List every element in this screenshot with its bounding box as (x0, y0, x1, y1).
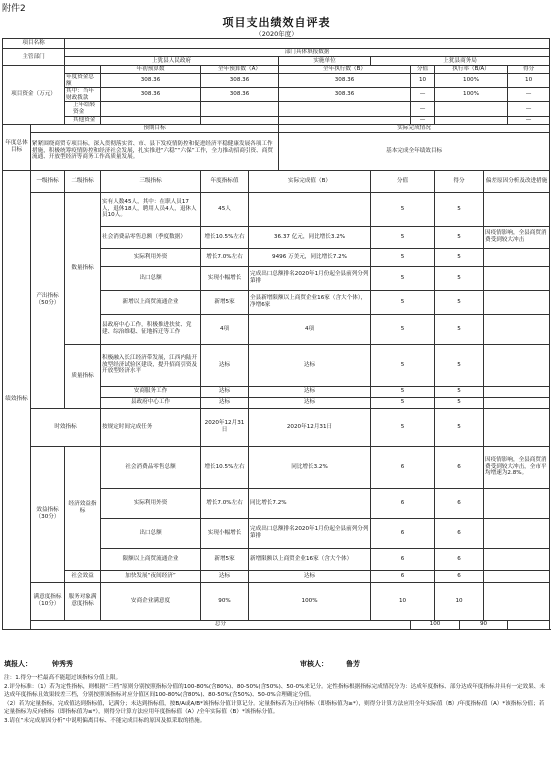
ind-header-level2: 二级指标 (65, 170, 101, 192)
fund-row-v1: 308.36 (101, 88, 201, 102)
indicator-got: 5 (435, 266, 484, 290)
indicator-got: 5 (435, 386, 484, 397)
indicator-score: 10 (371, 582, 435, 620)
form-title: 项目支出绩效自评表 (222, 16, 331, 29)
fund-row-v3 (279, 102, 411, 116)
fund-row-v2 (201, 102, 279, 116)
ind-header-target: 年度指标值 (201, 170, 249, 192)
indicator-name: 新增以上商贸流通企业 (101, 290, 201, 314)
indicator-score: 5 (371, 248, 435, 266)
timeliness-indicator-label: 时效指标 (31, 408, 101, 446)
footnotes (4, 675, 549, 727)
indicator-target: 增长10.5%左右 (201, 226, 249, 248)
fund-row-v1: 308.36 (101, 74, 201, 88)
ind-header-level3: 三级指标 (101, 170, 201, 192)
indicator-got: 5 (435, 192, 484, 226)
funds-header-1: 年初预算数 (101, 66, 201, 74)
indicator-actual: 完成出口总额排名2020年1月份起全县前列分列第排 (249, 266, 371, 290)
dept-value: 上犹县人民政府 (65, 57, 279, 66)
indicator-score: 5 (371, 397, 435, 408)
indicator-name: 加快发展“夜间经济” (101, 570, 201, 582)
indicator-target: 达标 (201, 397, 249, 408)
indicator-note: 因疫情影响，全县商贸消费受到较大冲击，全市平均增速为2.8%。 (484, 446, 550, 488)
indicator-target: 达标 (201, 344, 249, 386)
filler-signature: 填报人： 钟秀秀 (4, 660, 73, 668)
ind-header-level1: 一级指标 (31, 170, 65, 192)
impl-label: 实施单位 (279, 57, 371, 66)
indicator-got: 10 (435, 582, 484, 620)
indicator-note (484, 192, 550, 226)
indicator-actual: 达标 (249, 386, 371, 397)
indicator-target: 实现小幅增长 (201, 266, 249, 290)
total-score: 100 (411, 620, 460, 629)
evaluation-table (2, 38, 550, 630)
total-note (508, 620, 550, 629)
indicator-actual: 达标 (249, 397, 371, 408)
indicator-name: 积极融入长江经济带发展，江西内陆开放型经济试验区建设，提升招商引资及开放型经济水平 (101, 344, 201, 386)
indicator-got: 6 (435, 518, 484, 548)
indicator-note (484, 518, 550, 548)
fund-row-got: — (508, 116, 550, 124)
indicator-note (484, 314, 550, 344)
indicator-actual: 36.37 亿元，同比增长3.2% (249, 226, 371, 248)
indicator-name: 实际利用外资 (101, 248, 201, 266)
indicator-note: 因疫情影响，全县商贸消费受到较大冲击 (484, 226, 550, 248)
ind-header-actual: 实际完成值（B） (249, 170, 371, 192)
quality-indicator-label: 质量指标 (65, 344, 101, 408)
note-1: 注：1.得分一栏最高不能超过该指标分值上限。 (4, 675, 122, 681)
indicator-actual: 全县新增限额以上商贸企业16家（含大个体），净增6家 (249, 290, 371, 314)
indicator-target: 4项 (201, 314, 249, 344)
indicator-note (484, 488, 550, 518)
ind-header-got: 得分 (435, 170, 484, 192)
indicator-target: 新增5家 (201, 290, 249, 314)
indicator-score: 6 (371, 446, 435, 488)
indicator-note (484, 408, 550, 446)
indicator-name: 县政府中心工作 (101, 397, 201, 408)
goals-label: 年度总体目标 (3, 124, 31, 170)
indicator-note (484, 397, 550, 408)
indicator-name: 安商企业满意度 (101, 582, 201, 620)
funds-header-5: 执行率（B/A） (435, 66, 508, 74)
expected-goal-text: 紧紧围绕商贸专项目标，深入贯彻落实省、市、县下发疫情防控和促进经济平稳健康发展各项工作措施，积极统筹疫情防控和经济社会发展，扎实推进“六稳”“六保”工作，全力推动招商引资、商贸流通、开放型经济等商务工作高质量发展。 (31, 132, 279, 170)
indicator-got: 5 (435, 344, 484, 386)
indicator-got: 5 (435, 408, 484, 446)
indicator-score: 5 (371, 408, 435, 446)
note-2: 2.评分标准：（1）若为定性指标，则根据“三档”原则分别按照指标分值的100-80%(含80%)、80-50%(含50%)、50-0%来记分。定性指标根据指标完成情况分为：达成年度指标、部分达成年度指标并具有一定效果、未达成年度指标且效果较差三档，分别按照该指标对应分值区间100-80%(含80%)、80-50%(含50%)、50-0%合理确定分值。 (4, 684, 545, 698)
fund-row-rate: 100% (435, 74, 508, 88)
indicator-score: 6 (371, 488, 435, 518)
indicator-note (484, 266, 550, 290)
indicator-target: 达标 (201, 570, 249, 582)
project-name-value (65, 39, 550, 49)
fund-row-score: 10 (411, 74, 435, 88)
social-indicator-label: 社会效益 (65, 570, 101, 582)
perf-indicator-label: 绩效指标 (3, 170, 31, 629)
indicator-target: 新增5家 (201, 548, 249, 570)
indicator-name: 出口总额 (101, 266, 201, 290)
indicator-name: 县政府中心工作，积极推进扶贫、党建、综治维稳、征地拆迁等工作 (101, 314, 201, 344)
funds-header-6: 得分 (508, 66, 550, 74)
fund-row-name: 其他资金 (65, 116, 101, 124)
indicator-name: 社会消费品零售总额 (101, 446, 201, 488)
output-indicator-label: 产出指标（50分） (31, 192, 65, 408)
indicator-score: 5 (371, 386, 435, 397)
indicator-actual: 100% (249, 582, 371, 620)
indicator-score: 5 (371, 192, 435, 226)
fund-row-got: — (508, 88, 550, 102)
fund-row-name: 上年结转资金 (65, 102, 101, 116)
indicator-name: 社会消费品零售总额（季度数据） (101, 226, 201, 248)
indicator-score: 5 (371, 266, 435, 290)
fund-row-name: 其中：当年财政拨款 (65, 88, 101, 102)
indicator-actual (249, 192, 371, 226)
attachment-label: 附件2 (2, 4, 26, 14)
indicator-target: 45人 (201, 192, 249, 226)
indicator-got: 5 (435, 290, 484, 314)
indicator-actual: 4项 (249, 314, 371, 344)
indicator-score: 5 (371, 314, 435, 344)
total-got: 90 (460, 620, 508, 629)
fund-row-v3: 308.36 (279, 88, 411, 102)
indicator-got: 6 (435, 570, 484, 582)
indicator-got: 6 (435, 446, 484, 488)
fund-row-got: 10 (508, 74, 550, 88)
fund-row-score: — (411, 88, 435, 102)
fund-row-v2: 308.36 (201, 88, 279, 102)
ind-header-note: 偏差原因分析及改进措施 (484, 170, 550, 192)
fund-row-score: — (411, 102, 435, 116)
indicator-target: 达标 (201, 386, 249, 397)
indicator-target: 增长7.0%左右 (201, 488, 249, 518)
indicator-name: 出口总额 (101, 518, 201, 548)
indicator-got: 5 (435, 314, 484, 344)
indicator-actual: 完成出口总额排名2020年1月份起全县前列分列第排 (249, 518, 371, 548)
econ-indicator-label: 经济效益指标 (65, 446, 101, 570)
quantity-indicator-label: 数量指标 (65, 192, 101, 344)
total-label: 总分 (31, 620, 411, 629)
indicator-note (484, 548, 550, 570)
indicator-got: 5 (435, 248, 484, 266)
effect-indicator-label: 效益指标（30分） (31, 446, 65, 582)
indicator-note (484, 386, 550, 397)
indicator-note (484, 344, 550, 386)
fund-row-got: — (508, 102, 550, 116)
indicator-score: 5 (371, 344, 435, 386)
fund-row-rate (435, 116, 508, 124)
indicator-target: 90% (201, 582, 249, 620)
funds-header-2: 全年预算数（A） (201, 66, 279, 74)
indicator-actual: 达标 (249, 344, 371, 386)
indicator-actual: 2020年12月31日 (249, 408, 371, 446)
form-year: （2020年度） (255, 30, 298, 38)
project-name-label: 项目名称 (3, 39, 65, 49)
actual-result-text: 基本完成全年绩效目标 (279, 132, 550, 170)
reviewer-signature: 审核人： 鲁芳 (300, 660, 360, 668)
indicator-name: 安商服务工作 (101, 386, 201, 397)
indicator-score: 5 (371, 290, 435, 314)
indicator-note (484, 248, 550, 266)
indicator-target: 增长7.0%左右 (201, 248, 249, 266)
indicator-score: 6 (371, 548, 435, 570)
fund-row-v2 (201, 116, 279, 124)
indicator-actual: 达标 (249, 570, 371, 582)
satisfaction-indicator-label: 满意度指标（10分） (31, 582, 65, 620)
indicator-note (484, 290, 550, 314)
indicator-target: 增长10.5%左右 (201, 446, 249, 488)
indicator-name: 实有人数45人，其中：在职人员17人，退休18人，聘用人员4人，退休人员10人。 (101, 192, 201, 226)
indicator-got: 6 (435, 488, 484, 518)
indicator-note (484, 582, 550, 620)
dept-label: 主管部门 (3, 49, 65, 66)
indicator-note (484, 570, 550, 582)
indicator-actual: 9496 万美元，同比增长7.2% (249, 248, 371, 266)
indicator-score: 6 (371, 518, 435, 548)
indicator-name: 按规定时间完成任务 (101, 408, 201, 446)
indicator-name: 限额以上商贸流通企业 (101, 548, 201, 570)
impl-value: 上犹县商务局 (371, 57, 550, 66)
fund-row-v1 (101, 116, 201, 124)
indicator-actual: 新增限额以上商贸企业16家（含大个体） (249, 548, 371, 570)
funds-header-4: 分值 (411, 66, 435, 74)
indicator-got: 6 (435, 548, 484, 570)
fund-section-label: 部门具体填报数据 (65, 49, 550, 57)
fund-row-rate (435, 102, 508, 116)
note-4: 3.请在“未完成原因分析”中说明偏离目标、不能完成目标的原因及拟采取的措施。 (4, 718, 206, 725)
ind-header-score: 分值 (371, 170, 435, 192)
indicator-got: 5 (435, 397, 484, 408)
indicator-score: 5 (371, 226, 435, 248)
fund-row-rate: 100% (435, 88, 508, 102)
note-3: （2）若为定量指标，完成值达到指标值，记满分；未达到指标值，按B/A或A/B*该指标分值计算记分。定量指标若为正向指标（即指标值为≥*），则得分计算方法应用全年实际值（B）/年度指标值（A）*该指标分值；若定量指标为反向指标（即指标值为≤*），则得分计算方法应用年度指标值（A）/全年实际值（B）*该指标分值。 (4, 701, 545, 715)
fund-row-score: — (411, 116, 435, 124)
fund-row-v1 (101, 102, 201, 116)
fund-row-name: 年度资金总额 (65, 74, 101, 88)
funds-label: 项目资金（万元） (3, 66, 65, 125)
actual-result-label: 实际完成情况 (279, 124, 550, 132)
indicator-got: 5 (435, 226, 484, 248)
fund-row-v2: 308.36 (201, 74, 279, 88)
fund-row-v3: 308.36 (279, 74, 411, 88)
indicator-score: 6 (371, 570, 435, 582)
fund-row-v3 (279, 116, 411, 124)
indicator-actual: 同比增长3.2% (249, 446, 371, 488)
expected-goal-label: 预期目标 (31, 124, 279, 132)
indicator-name: 实际利用外资 (101, 488, 201, 518)
indicator-target: 2020年12月31日 (201, 408, 249, 446)
funds-header-3: 全年执行数（B） (279, 66, 411, 74)
satisfaction-sub-label: 服务对象满意度指标 (65, 582, 101, 620)
indicator-target: 实现小幅增长 (201, 518, 249, 548)
indicator-actual: 同比增长7.2% (249, 488, 371, 518)
